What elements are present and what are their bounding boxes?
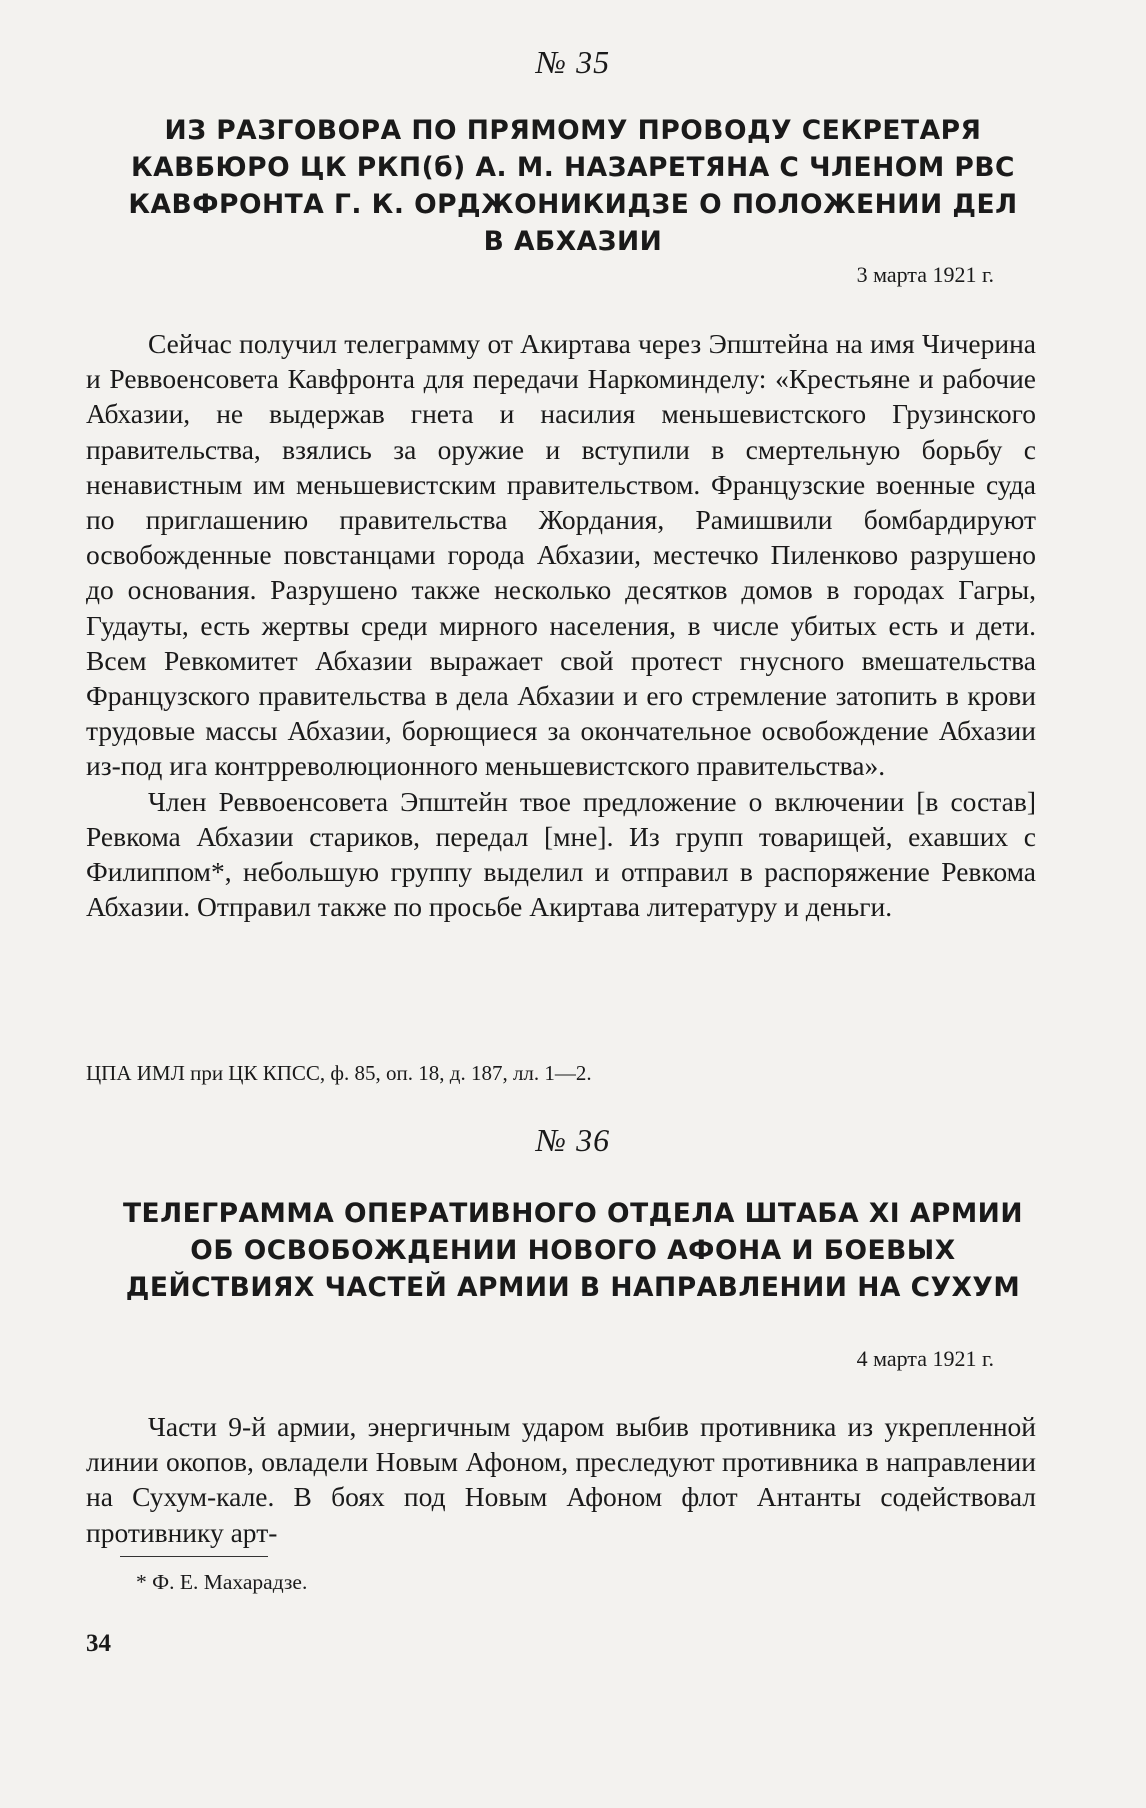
footnote-divider [120, 1556, 268, 1557]
archive-source-reference: ЦПА ИМЛ при ЦК КПСС, ф. 85, оп. 18, д. 187, лл. 1—2. [86, 1061, 592, 1085]
document-number-35: № 35 [535, 44, 611, 80]
document-body-36 [86, 1409, 1036, 1550]
document-date-35: 3 марта 1921 г. [856, 262, 994, 287]
document-body-35 [86, 326, 1036, 924]
document-number-36: № 36 [535, 1122, 611, 1158]
document-date-36: 4 марта 1921 г. [856, 1346, 994, 1371]
footnote: * Ф. Е. Махарадзе. [136, 1570, 308, 1594]
paragraph: Член Реввоенсовета Эпштейн твое предложение о включении [в состав] Ревкома Абхазии стариков, передал [мне]. Из групп товарищей, ехавших с Филиппом*, небольшую группу выделил и отправил в распоряжение Ревкома Абхазии. Отправил также по просьбе Акиртава литературу и деньги. [86, 785, 1036, 923]
document-title-36: ТЕЛЕГРАММА ОПЕРАТИВНОГО ОТДЕЛА ШТАБА XI АРМИИ ОБ ОСВОБОЖДЕНИИ НОВОГО АФОНА И БОЕВЫХ ДЕЙСТВИЯХ ЧАСТЕЙ АРМИИ В НАПРАВЛЕНИИ НА СУХУМ [122, 1198, 1024, 1303]
paragraph: Части 9-й армии, энергичным ударом выбив противника из укрепленной линии окопов, овладели Новым Афоном, преследуют противника в направлении на Сухум-кале. В боях под Новым Афоном флот Антанты содействовал противнику арт- [86, 1411, 1036, 1548]
page-number: 34 [86, 1630, 111, 1657]
document-title-35: ИЗ РАЗГОВОРА ПО ПРЯМОМУ ПРОВОДУ СЕКРЕТАРЯ КАВБЮРО ЦК РКП(б) А. М. НАЗАРЕТЯНА С ЧЛЕНОМ РВС КАВФРОНТА Г. К. ОРДЖОНИКИДЗЕ О ПОЛОЖЕНИИ ДЕЛ В АБХАЗИИ [128, 115, 1018, 257]
paragraph: Сейчас получил телеграмму от Акиртава через Эпштейна на имя Чичерина и Реввоенсовета Кавфронта для передачи Наркоминделу: «Крестьяне и рабочие Абхазии, не выдержав гнета и насилия меньшевистского Грузинского правительства, взялись за оружие и вступили в смертельную борьбу с ненавистным им меньшевистским правительством. Французские военные суда по приглашению правительства Жордания, Рамишвили бомбардируют освобожденные повстанцами города Абхазии, местечко Пиленково разрушено до основания. Разрушено также несколько десятков домов в городах Гагры, Гудауты, есть жертвы среди мирного населения, в числе убитых есть и дети. Всем Ревкомитет Абхазии выражает свой протест гнусного вмешательства Французского правительства в дела Абхазии и его стремление затопить в крови трудовые массы Абхазии, борющиеся за окончательное освобождение Абхазии из-под ига контрреволюционного меньшевистского правительства». [86, 328, 1036, 782]
